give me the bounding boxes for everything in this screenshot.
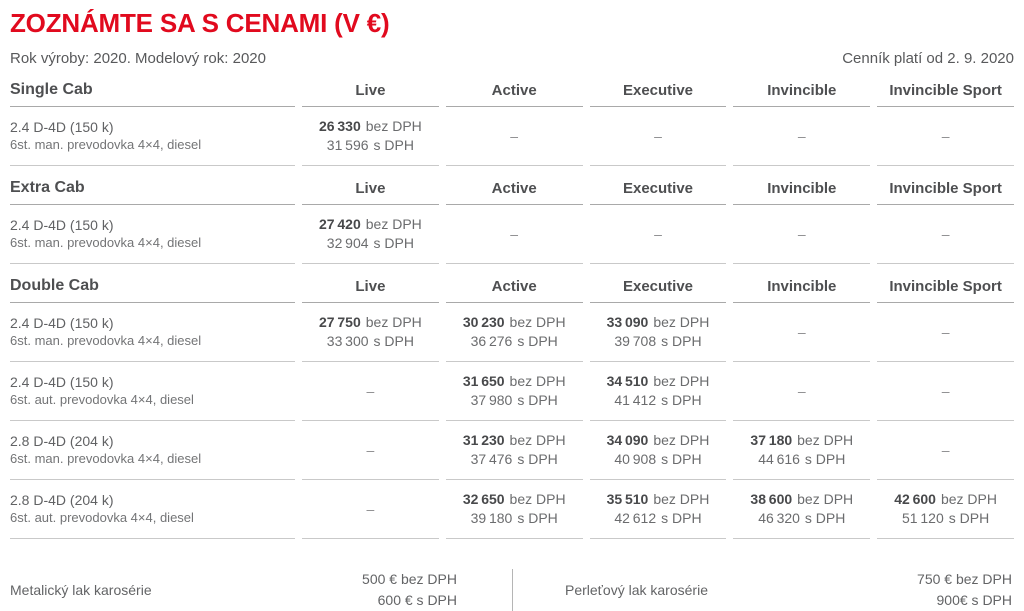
price-gross: 32 904 s DPH: [326, 235, 414, 251]
price-cell-empty: –: [733, 362, 870, 421]
price-net: 37 180 bez DPH: [750, 432, 854, 448]
page-title: ZOZNÁMTE SA S CENAMI (V €): [10, 8, 390, 38]
column-header-active: Active: [446, 68, 583, 107]
price-gross: 37 980 s DPH: [470, 392, 558, 408]
price-gross: 41 412 s DPH: [614, 392, 702, 408]
column-header-live: Live: [302, 68, 439, 107]
model-cell: [10, 107, 295, 166]
price-gross: 37 476 s DPH: [470, 451, 558, 467]
price-cell: [590, 421, 727, 480]
price-cell: [302, 303, 439, 362]
price-net: 31 230 bez DPH: [462, 432, 566, 448]
column-header-active: Active: [446, 264, 583, 303]
paint-price-gross: 600 € s DPH: [377, 592, 457, 608]
price-cell: [590, 480, 727, 539]
engine-name: 2.4 D-4D (150 k): [10, 315, 114, 331]
price-gross: 46 320 s DPH: [758, 510, 846, 526]
price-cell-empty: –: [302, 480, 439, 539]
engine-name: 2.8 D-4D (204 k): [10, 492, 114, 508]
price-cell-empty: –: [733, 205, 870, 264]
paint-option-metallic: [10, 569, 512, 611]
price-gross: 36 276 s DPH: [470, 333, 558, 349]
price-gross: 39 180 s DPH: [470, 510, 558, 526]
price-gross: 44 616 s DPH: [758, 451, 846, 467]
price-net: 35 510 bez DPH: [606, 491, 710, 507]
column-header-executive: Executive: [590, 68, 727, 107]
engine-name: 2.4 D-4D (150 k): [10, 374, 114, 390]
model-cell: [10, 480, 295, 539]
pricelist-validity-note: Cenník platí od 2. 9. 2020: [842, 50, 1014, 67]
price-cell: [302, 107, 439, 166]
engine-spec: 6st. man. prevodovka 4×4, diesel: [10, 235, 202, 250]
price-net: 34 090 bez DPH: [606, 432, 710, 448]
column-header-active: Active: [446, 166, 583, 205]
price-net: 26 330 bez DPH: [319, 118, 422, 134]
price-cell: [446, 421, 583, 480]
price-cell-empty: –: [302, 362, 439, 421]
price-cell: [446, 303, 583, 362]
engine-spec: 6st. man. prevodovka 4×4, diesel: [10, 137, 202, 152]
price-cell-empty: –: [733, 107, 870, 166]
price-cell-empty: –: [590, 107, 727, 166]
price-net: 42 600 bez DPH: [894, 491, 997, 507]
model-cell: [10, 362, 295, 421]
price-net: 32 650 bez DPH: [462, 491, 566, 507]
column-header-executive: Executive: [590, 166, 727, 205]
engine-spec: 6st. man. prevodovka 4×4, diesel: [10, 451, 202, 466]
price-cell-empty: –: [446, 107, 583, 166]
price-cell: [877, 480, 1014, 539]
section-title-double-cab: Double Cab: [10, 264, 295, 303]
price-gross: 31 596 s DPH: [326, 137, 414, 153]
column-header-invincible: Invincible: [733, 68, 870, 107]
price-net: 30 230 bez DPH: [462, 314, 566, 330]
price-cell: [446, 480, 583, 539]
price-cell-empty: –: [446, 205, 583, 264]
price-cell-empty: –: [877, 205, 1014, 264]
price-gross: 40 908 s DPH: [614, 451, 702, 467]
price-cell: [733, 480, 870, 539]
production-year-note: Rok výroby: 2020. Modelový rok: 2020: [10, 50, 266, 67]
price-cell-empty: –: [733, 303, 870, 362]
price-cell-empty: –: [590, 205, 727, 264]
paint-option-prices: [917, 569, 1012, 611]
model-cell: [10, 205, 295, 264]
price-cell: [590, 362, 727, 421]
model-cell: [10, 421, 295, 480]
price-net: 27 420 bez DPH: [319, 216, 422, 232]
column-header-invincible-sport: Invincible Sport: [877, 68, 1014, 107]
price-gross: 42 612 s DPH: [614, 510, 702, 526]
price-net: 34 510 bez DPH: [606, 373, 710, 389]
paint-price-net: 500 € bez DPH: [362, 571, 457, 587]
price-gross: 39 708 s DPH: [614, 333, 702, 349]
engine-name: 2.4 D-4D (150 k): [10, 217, 114, 233]
column-header-invincible-sport: Invincible Sport: [877, 264, 1014, 303]
engine-spec: 6st. aut. prevodovka 4×4, diesel: [10, 392, 194, 407]
engine-spec: 6st. aut. prevodovka 4×4, diesel: [10, 510, 194, 525]
column-header-invincible: Invincible: [733, 264, 870, 303]
model-cell: [10, 303, 295, 362]
price-net: 33 090 bez DPH: [606, 314, 710, 330]
price-net: 38 600 bez DPH: [750, 491, 854, 507]
engine-spec: 6st. man. prevodovka 4×4, diesel: [10, 333, 202, 348]
price-cell: [733, 421, 870, 480]
price-cell: [590, 303, 727, 362]
engine-name: 2.8 D-4D (204 k): [10, 433, 114, 449]
price-net: 31 650 bez DPH: [462, 373, 566, 389]
column-header-invincible: Invincible: [733, 166, 870, 205]
price-cell-empty: –: [877, 107, 1014, 166]
paint-option-prices: [362, 569, 457, 611]
paint-option-pearl: [512, 569, 1014, 611]
price-cell-empty: –: [877, 421, 1014, 480]
price-cell: [302, 205, 439, 264]
section-title-single-cab: Single Cab: [10, 68, 295, 107]
paint-price-net: 750 € bez DPH: [917, 571, 1012, 587]
price-cell-empty: –: [302, 421, 439, 480]
price-gross: 33 300 s DPH: [326, 333, 414, 349]
paint-option-label: Metalický lak karosérie: [10, 582, 152, 598]
paint-options: [10, 569, 1014, 611]
paint-price-gross: 900€ s DPH: [936, 592, 1012, 608]
price-table: [10, 68, 1014, 539]
column-header-live: Live: [302, 264, 439, 303]
engine-name: 2.4 D-4D (150 k): [10, 119, 114, 135]
price-net: 27 750 bez DPH: [319, 314, 422, 330]
price-cell: [446, 362, 583, 421]
price-gross: 51 120 s DPH: [902, 510, 990, 526]
paint-option-label: Perleťový lak karosérie: [565, 582, 708, 598]
section-title-extra-cab: Extra Cab: [10, 166, 295, 205]
column-header-live: Live: [302, 166, 439, 205]
column-header-executive: Executive: [590, 264, 727, 303]
column-header-invincible-sport: Invincible Sport: [877, 166, 1014, 205]
meta-row: [10, 50, 1014, 67]
price-cell-empty: –: [877, 362, 1014, 421]
price-cell-empty: –: [877, 303, 1014, 362]
